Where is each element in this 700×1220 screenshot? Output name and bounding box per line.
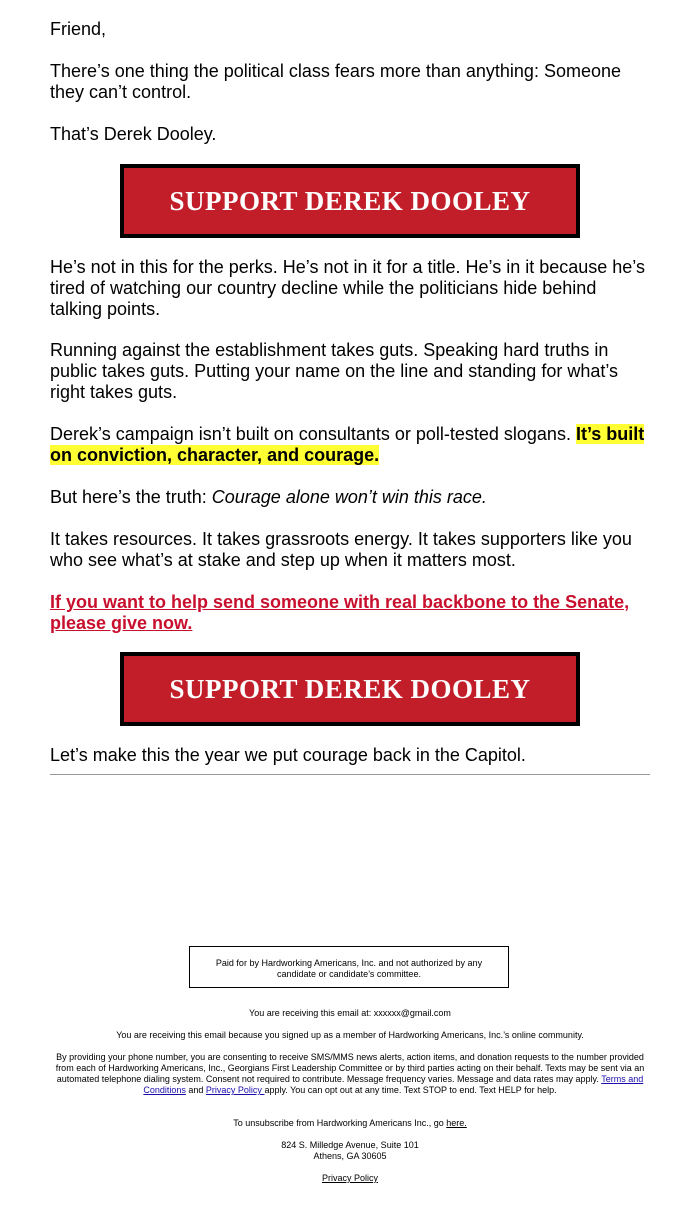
support-button-bottom-label: SUPPORT DEREK DOOLEY: [124, 656, 576, 722]
paragraph-derek-dooley: That’s Derek Dooley.: [50, 124, 217, 144]
paragraph-campaign-conviction: [50, 424, 650, 466]
unsubscribe-notice: [55, 1118, 645, 1129]
receiving-email-notice: You are receiving this email at: xxxxxx@gmail.com: [249, 1008, 451, 1018]
support-button-bottom[interactable]: [120, 652, 580, 726]
paragraph-cta: [50, 592, 650, 634]
mailing-address: [55, 1140, 645, 1162]
support-button-top-label: SUPPORT DEREK DOOLEY: [124, 168, 576, 234]
paragraph-courage-alone: [50, 487, 650, 508]
address-line-1: 824 S. Milledge Avenue, Suite 101: [281, 1140, 419, 1150]
support-button-top[interactable]: [120, 164, 580, 238]
sms-consent-notice: [55, 1052, 645, 1096]
privacy-policy-link[interactable]: Privacy Policy: [321, 1173, 378, 1183]
address-line-2: Athens, GA 30605: [313, 1151, 387, 1161]
campaign-plain-text: Derek’s campaign isn’t built on consultants or poll-tested slogans.: [50, 424, 576, 444]
truth-plain-text: But here’s the truth:: [50, 487, 212, 507]
paid-for-disclaimer: Paid for by Hardworking Americans, Inc. and not authorized by any candidate or candidate’s committee.: [189, 946, 509, 988]
truth-italic-text: Courage alone won’t win this race.: [211, 487, 487, 507]
divider: [50, 774, 650, 775]
paragraph-takes-resources: It takes resources. It takes grassroots energy. It takes supporters like you who see what’s at stake and step up when it matters most.: [50, 529, 632, 570]
signup-reason-notice: You are receiving this email because you signed up as a member of Hardworking Americans, Inc.’s online community.: [116, 1030, 584, 1040]
greeting: Friend,: [50, 19, 107, 39]
sms-text-before: By providing your phone number, you are consenting to receive SMS/MMS news alerts, action items, and donation requests to the number provided from each of Hardworking Americans, Inc., Georgians First Leadership Committee or by third parties acting on their behalf. Texts may be sent via an automated telephone dialing system. Consent not required to contribute. Message frequency varies. Message and data rates may apply.: [55, 1052, 645, 1084]
sms-and-word: and: [185, 1085, 206, 1095]
privacy-policy-inline-link[interactable]: Privacy Policy: [205, 1085, 265, 1095]
unsubscribe-link[interactable]: here.: [446, 1118, 467, 1128]
privacy-policy-footer: [55, 1173, 645, 1184]
terms-and-conditions-link[interactable]: Terms and Conditions: [143, 1074, 644, 1095]
paragraph-closing: Let’s make this the year we put courage back in the Capitol.: [50, 745, 526, 765]
campaign-highlight-text: It’s built on conviction, character, and courage.: [50, 424, 645, 465]
unsubscribe-text: To unsubscribe from Hardworking Americans Inc., go: [233, 1118, 447, 1128]
paragraph-not-in-it-for-perks: He’s not in this for the perks. He’s not in it for a title. He’s in it because he’s tired of watching our country decline while the politicians hide behind talking points.: [50, 257, 645, 319]
sms-text-after: apply. You can opt out at any time. Text STOP to end. Text HELP for help.: [264, 1085, 557, 1095]
paragraph-takes-guts: Running against the establishment takes guts. Speaking hard truths in public takes guts. Putting your name on the line and standing for what’s right takes guts.: [50, 340, 619, 402]
paragraph-political-class: There’s one thing the political class fears more than anything: Someone they can’t control.: [50, 61, 621, 102]
donate-cta-link[interactable]: If you want to help send someone with real backbone to the Senate, please give now.: [50, 592, 630, 633]
